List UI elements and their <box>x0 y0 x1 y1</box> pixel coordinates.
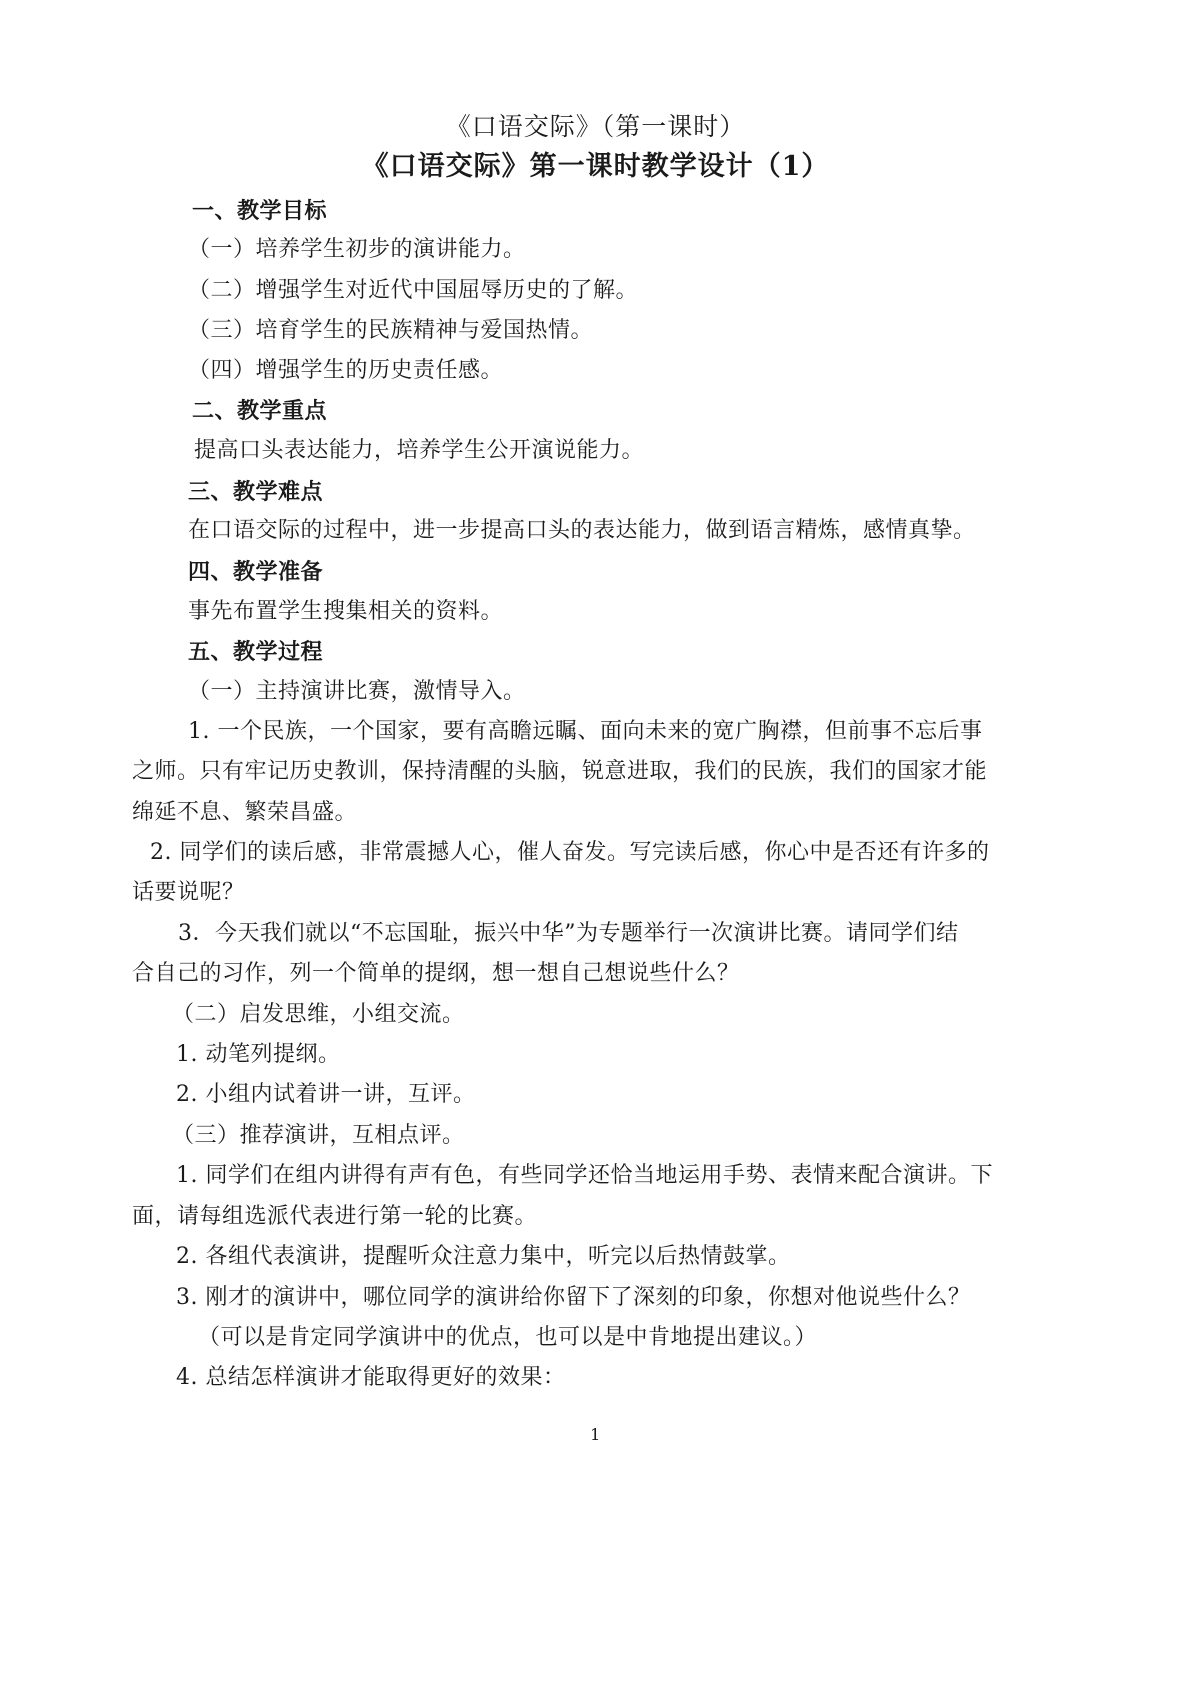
process-line: 2. 小组内试着讲一讲，互评。 <box>176 1082 476 1107</box>
goal-item: （三）培育学生的民族精神与爱国热情。 <box>188 318 594 343</box>
process-line: 合自己的习作，列一个简单的提纲，想一想自己想说些什么？ <box>132 961 740 986</box>
process-line: 1. 一个民族，一个国家，要有高瞻远瞩、面向未来的宽广胸襟，但前事不忘后事 <box>188 719 983 744</box>
goal-item: （二）增强学生对近代中国屈辱历史的了解。 <box>188 278 639 303</box>
process-line: 话要说呢？ <box>132 880 245 905</box>
process-line: 4. 总结怎样演讲才能取得更好的效果： <box>176 1365 566 1390</box>
goal-item: （一）培养学生初步的演讲能力。 <box>188 237 526 262</box>
goal-item: （四）增强学生的历史责任感。 <box>188 358 504 383</box>
section-heading-process: 五、教学过程 <box>188 639 324 665</box>
process-line: 1. 同学们在组内讲得有声有色，有些同学还恰当地运用手势、表情来配合演讲。下 <box>176 1163 993 1188</box>
process-line: （可以是肯定同学演讲中的优点，也可以是中肯地提出建议。） <box>198 1325 818 1350</box>
process-line: 2. 各组代表演讲，提醒听众注意力集中，听完以后热情鼓掌。 <box>176 1244 791 1269</box>
process-line: 2. 同学们的读后感，非常震撼人心，催人奋发。写完读后感，你心中是否还有许多的 <box>150 840 990 865</box>
process-line: 绵延不息、繁荣昌盛。 <box>132 800 358 825</box>
process-line: 3．今天我们就以“不忘国耻，振兴中华”为专题举行一次演讲比赛。请同学们结 <box>178 921 959 946</box>
process-line: 之师。只有牢记历史教训，保持清醒的头脑，锐意进取，我们的民族，我们的国家才能 <box>132 759 988 784</box>
difficulty-text: 在口语交际的过程中，进一步提高口头的表达能力，做到语言精炼，感情真挚。 <box>188 518 976 543</box>
section-heading-difficulty: 三、教学难点 <box>188 479 324 505</box>
process-line: 面，请每组选派代表进行第一轮的比赛。 <box>132 1204 538 1229</box>
focus-text: 提高口头表达能力，培养学生公开演说能力。 <box>194 438 645 463</box>
page-number: 1 <box>590 1425 601 1444</box>
process-line: 1. 动笔列提纲。 <box>176 1042 341 1067</box>
process-line: 3. 刚才的演讲中，哪位同学的演讲给你留下了深刻的印象，你想对他说些什么？ <box>176 1285 971 1310</box>
section-heading-focus: 二、教学重点 <box>192 398 328 424</box>
document-title: 《口语交际》第一课时教学设计（1） <box>361 151 830 182</box>
process-line: （一）主持演讲比赛，激情导入。 <box>188 679 526 704</box>
process-line: （三）推荐演讲，互相点评。 <box>172 1123 465 1148</box>
section-heading-goals: 一、教学目标 <box>192 198 328 224</box>
prep-text: 事先布置学生搜集相关的资料。 <box>188 599 504 624</box>
process-line: （二）启发思维，小组交流。 <box>172 1002 465 1027</box>
document-subtitle: 《口语交际》（第一课时） <box>445 112 746 141</box>
section-heading-prep: 四、教学准备 <box>188 559 324 585</box>
